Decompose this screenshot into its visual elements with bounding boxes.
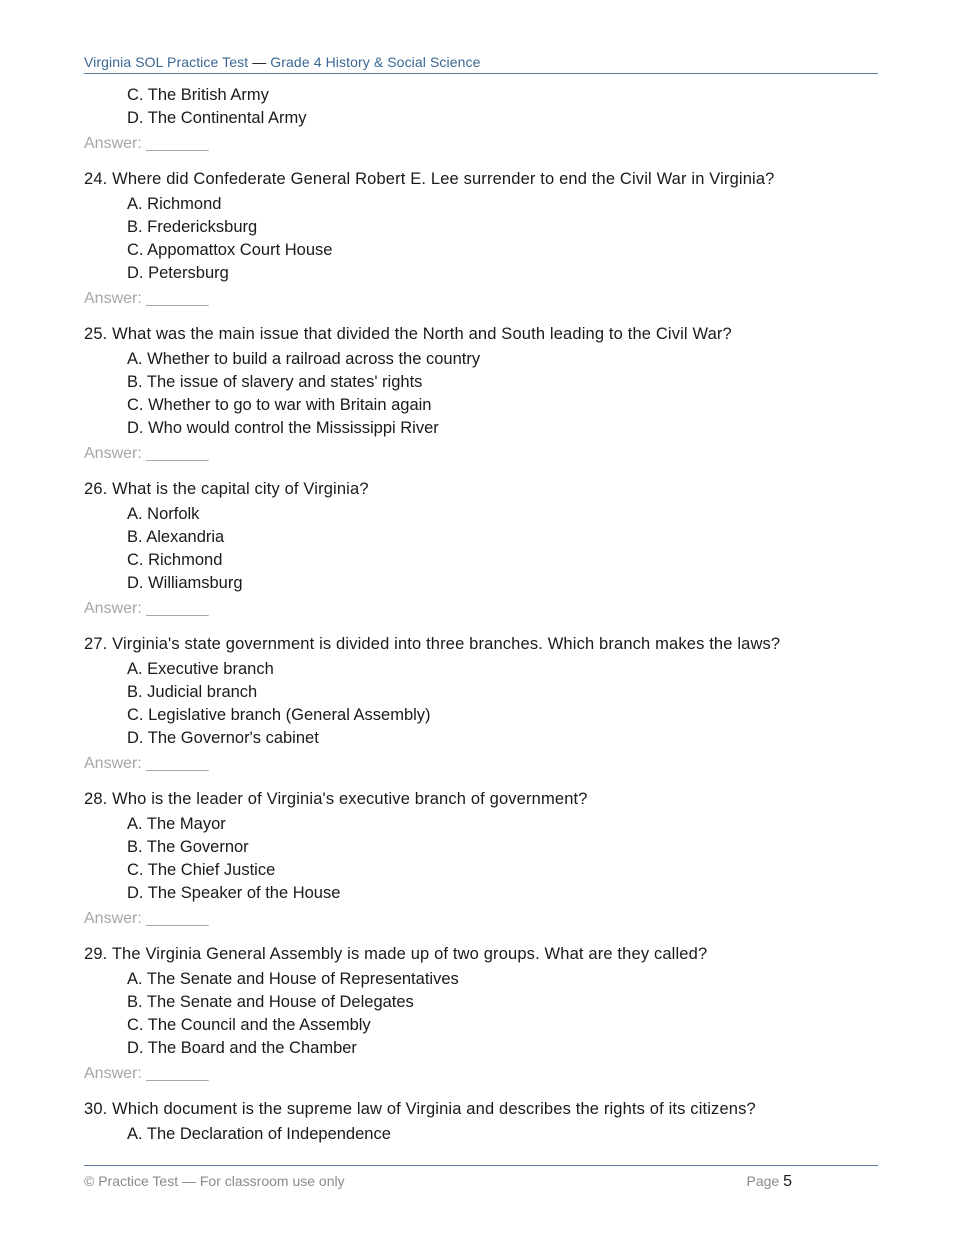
option-b: B. Fredericksburg (127, 218, 258, 236)
option-a: A. The Mayor (127, 815, 226, 833)
option-a: A. Executive branch (127, 660, 274, 678)
footer-copyright: © Practice Test — For classroom use only (84, 1173, 345, 1189)
answer-options (84, 503, 878, 595)
header-test-title: Virginia SOL Practice Test (84, 54, 249, 70)
question-text: 27. Virginia's state government is divided into three branches. Which branch makes the laws? (84, 635, 781, 653)
answer-blank[interactable]: Answer: _______ (84, 910, 209, 927)
question-list (84, 84, 878, 1159)
question-23-continued (84, 84, 878, 155)
question-26 (84, 478, 878, 620)
answer-options (84, 84, 878, 130)
answer-options (84, 968, 878, 1060)
answer-options (84, 658, 878, 750)
question-28 (84, 788, 878, 930)
answer-blank[interactable]: Answer: _______ (84, 755, 209, 772)
question-30 (84, 1098, 878, 1146)
option-c: C. The Chief Justice (127, 861, 276, 879)
question-text: 29. The Virginia General Assembly is made up of two groups. What are they called? (84, 945, 708, 963)
option-b: B. The Governor (127, 838, 249, 856)
option-c: C. The Council and the Assembly (127, 1016, 371, 1034)
answer-options (84, 348, 878, 440)
answer-blank[interactable]: Answer: _______ (84, 1065, 209, 1082)
option-a: A. Whether to build a railroad across the country (127, 350, 481, 368)
question-text: 26. What is the capital city of Virginia? (84, 480, 369, 498)
option-c: C. Richmond (127, 551, 223, 569)
header-separator: — (248, 54, 271, 70)
page-indicator (747, 1170, 793, 1193)
page-label: Page (746, 1173, 780, 1189)
page-footer (84, 1165, 878, 1192)
answer-blank[interactable]: Answer: _______ (84, 135, 209, 152)
question-text: 25. What was the main issue that divided the North and South leading to the Civil War? (84, 325, 732, 343)
answer-options (84, 193, 878, 285)
option-c: C. The British Army (127, 86, 269, 104)
option-a: A. Norfolk (127, 505, 200, 523)
option-d: D. The Governor's cabinet (127, 729, 319, 747)
answer-blank[interactable]: Answer: _______ (84, 290, 209, 307)
question-text: 28. Who is the leader of Virginia's executive branch of government? (84, 790, 588, 808)
question-25 (84, 323, 878, 465)
option-c: C. Legislative branch (General Assembly) (127, 706, 431, 724)
question-27 (84, 633, 878, 775)
option-c: C. Whether to go to war with Britain again (127, 396, 432, 414)
option-d: D. Petersburg (127, 264, 229, 282)
page-number: 5 (783, 1173, 792, 1190)
header-subject: Grade 4 History & Social Science (270, 54, 481, 70)
question-24 (84, 168, 878, 310)
answer-options (84, 1123, 878, 1146)
option-b: B. The Senate and House of Delegates (127, 993, 414, 1011)
option-a: A. The Declaration of Independence (127, 1125, 391, 1143)
option-b: B. The issue of slavery and states' rights (127, 373, 423, 391)
option-a: A. Richmond (127, 195, 222, 213)
question-29 (84, 943, 878, 1085)
answer-options (84, 813, 878, 905)
option-c: C. Appomattox Court House (127, 241, 333, 259)
option-b: B. Judicial branch (127, 683, 258, 701)
answer-blank[interactable]: Answer: _______ (84, 600, 209, 617)
question-text: 24. Where did Confederate General Robert E. Lee surrender to end the Civil War in Virginia? (84, 170, 775, 188)
option-d: D. Williamsburg (127, 574, 243, 592)
option-a: A. The Senate and House of Representatives (127, 970, 459, 988)
option-b: B. Alexandria (127, 528, 225, 546)
page-header (84, 54, 878, 74)
answer-blank[interactable]: Answer: _______ (84, 445, 209, 462)
question-text: 30. Which document is the supreme law of Virginia and describes the rights of its citizens? (84, 1100, 756, 1118)
option-d: D. The Board and the Chamber (127, 1039, 357, 1057)
option-d: D. The Speaker of the House (127, 884, 341, 902)
option-d: D. The Continental Army (127, 109, 307, 127)
option-d: D. Who would control the Mississippi River (127, 419, 439, 437)
